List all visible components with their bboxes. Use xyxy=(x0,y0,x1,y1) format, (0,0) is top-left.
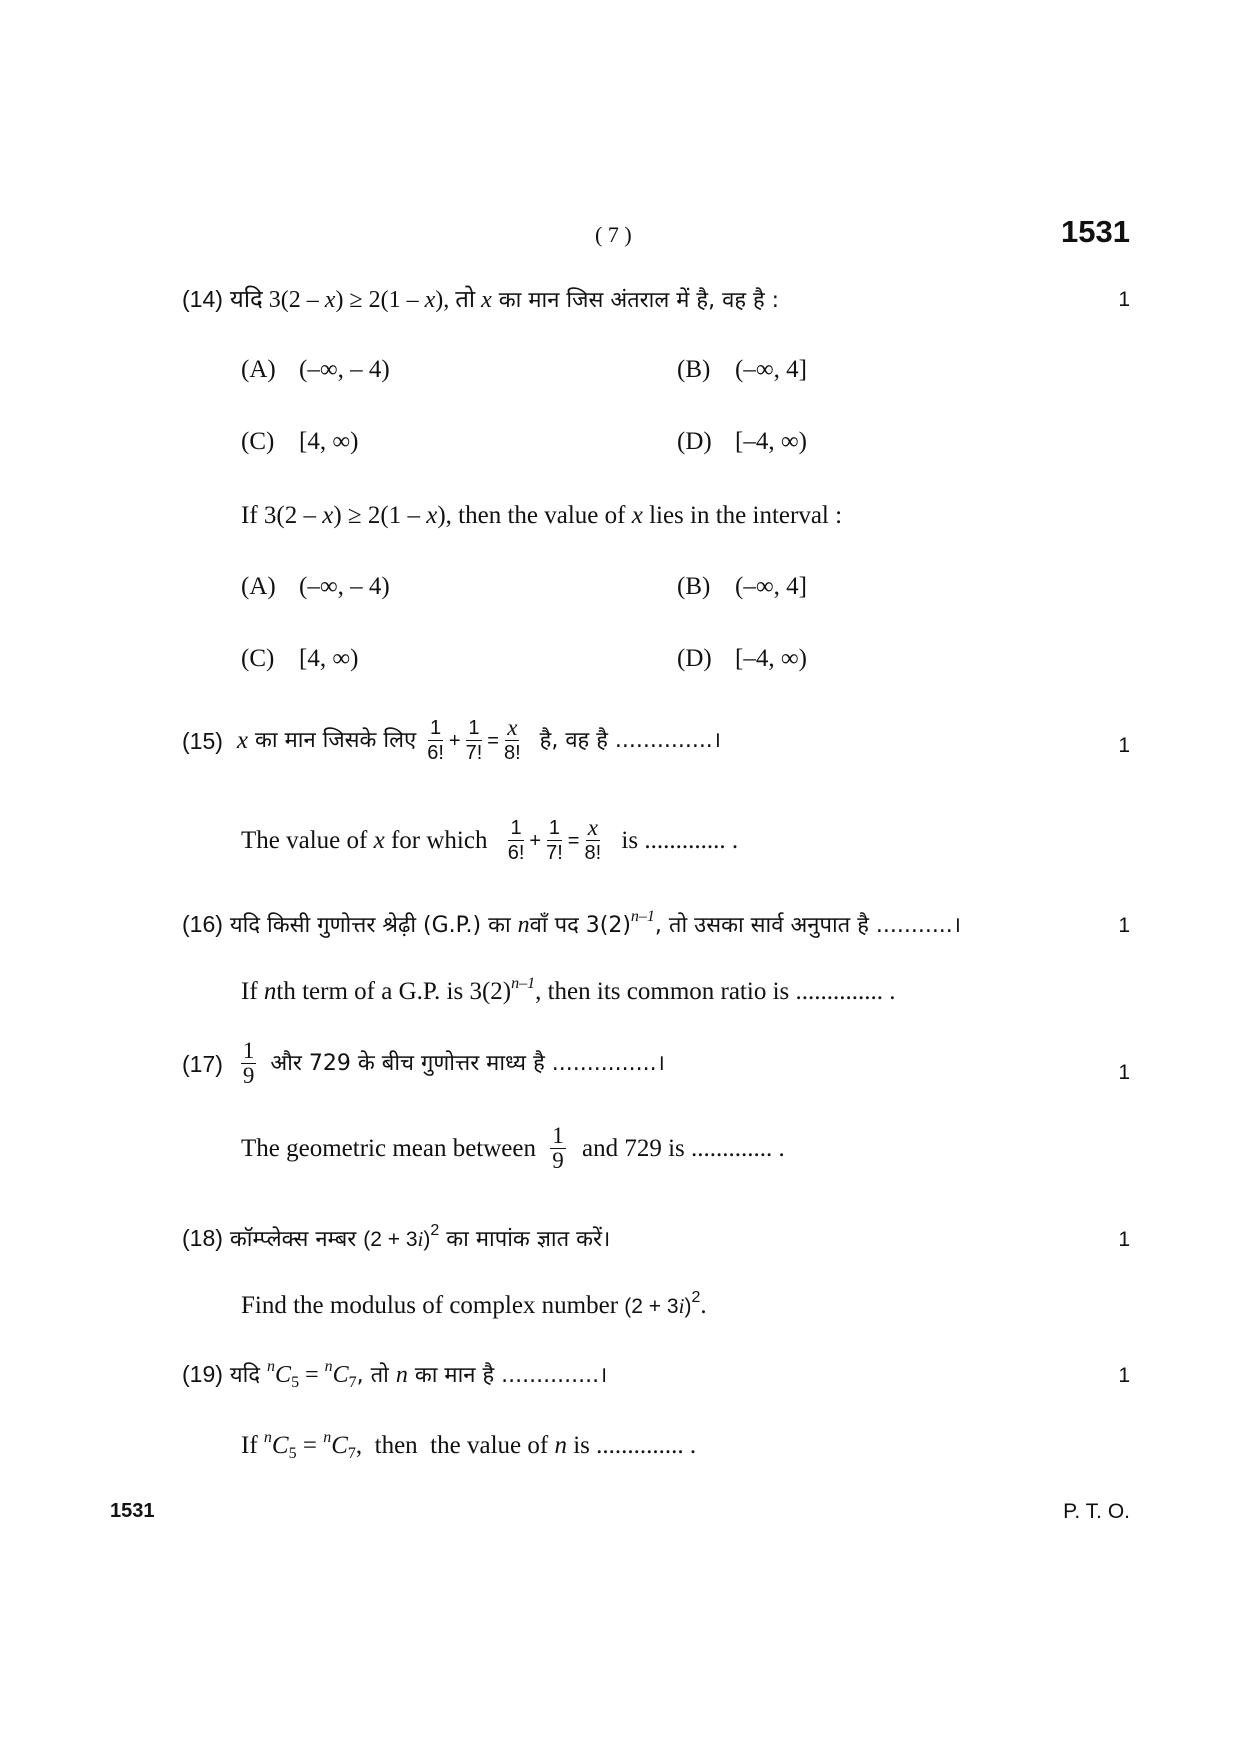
exponent: 2 xyxy=(430,1222,440,1239)
complex-expression xyxy=(624,1289,701,1318)
frac-den: 9 xyxy=(552,1148,564,1173)
q14-hindi xyxy=(182,283,779,317)
subscript: 5 xyxy=(288,1445,297,1462)
q14-hi-option-c xyxy=(241,428,358,456)
frac-num: x xyxy=(587,815,598,840)
var-x: x xyxy=(236,726,249,754)
q15-hi-suffix: है, वह है ..............। xyxy=(532,727,722,753)
q19-hi-suffix: का मान है ..............। xyxy=(407,1363,608,1388)
q14-en-option-c xyxy=(241,645,358,673)
var-x: x xyxy=(373,826,385,854)
option-label: (B) xyxy=(677,356,711,383)
q16-en-mid: th term of a G.P. is 3(2) xyxy=(276,978,512,1005)
q18-en-suffix: . xyxy=(700,1292,707,1319)
q19-hi-prefix: यदि xyxy=(229,1363,268,1388)
q17-hi-suffix: और 729 के बीच गुणोत्तर माध्य है ...............। xyxy=(270,1050,665,1076)
frac-num: 1 xyxy=(548,817,560,839)
expr-close: ) xyxy=(684,1295,692,1318)
q18-marks: 1 xyxy=(1118,1228,1130,1251)
paper-code-header: 1531 xyxy=(1061,214,1130,249)
q19-en-mid: , then the value of xyxy=(355,1432,555,1459)
q16-hi-prefix: यदि किसी गुणोत्तर श्रेढ़ी (G.P.) का xyxy=(229,913,518,938)
subscript: 7 xyxy=(347,1445,356,1462)
q14-en-mid1: ) ≥ 2(1 – xyxy=(333,502,427,529)
q16-number: (16) xyxy=(182,911,223,937)
frac-den: 6! xyxy=(507,842,525,864)
q19-en-prefix: If xyxy=(241,1432,264,1459)
option-label: (C) xyxy=(241,645,275,672)
q19-number: (19) xyxy=(182,1361,223,1387)
expr-close: ) xyxy=(423,1228,431,1251)
fraction-1-over-9 xyxy=(550,1124,566,1173)
q17-english xyxy=(241,1124,785,1173)
q18-hindi xyxy=(182,1222,610,1256)
q16-marks: 1 xyxy=(1118,914,1130,937)
var-n: n xyxy=(263,978,277,1005)
q16-hi-mid: वाँ पद 3(2) xyxy=(529,913,631,938)
plus-sign: + xyxy=(529,829,542,852)
option-label: (A) xyxy=(241,356,276,383)
option-value: [4, ∞) xyxy=(299,428,359,455)
frac-den: 8! xyxy=(503,742,521,764)
var-i: i xyxy=(678,1294,685,1318)
fraction-1-over-9 xyxy=(241,1039,257,1088)
q14-en-suffix: lies in the interval : xyxy=(642,502,843,529)
option-label: (B) xyxy=(677,573,711,600)
exponent: n–1 xyxy=(511,975,536,992)
subscript: 7 xyxy=(348,1374,357,1391)
paper-code-footer: 1531 xyxy=(110,1500,155,1522)
q14-en-option-a xyxy=(241,573,390,601)
combination-expression xyxy=(267,1358,357,1391)
q14-marks: 1 xyxy=(1118,288,1130,311)
exponent: 2 xyxy=(691,1289,701,1306)
q17-number: (17) xyxy=(182,1050,223,1077)
q19-english xyxy=(241,1430,696,1462)
q18-hi-suffix: का मापांक ज्ञात करें। xyxy=(439,1227,611,1252)
frac-den: 9 xyxy=(242,1063,255,1088)
q17-hindi xyxy=(182,1039,665,1088)
q15-number: (15) xyxy=(182,727,223,754)
q14-hi-prefix: यदि 3(2 – xyxy=(229,287,325,313)
var-n: n xyxy=(395,1362,408,1388)
q15-en-prefix: The value of xyxy=(241,826,374,854)
expr-open: (2 + 3 xyxy=(624,1295,679,1318)
q15-hi-mid: का मान जिसके लिए xyxy=(248,727,424,753)
q14-hi-option-b xyxy=(677,356,807,384)
q18-hi-prefix: कॉम्प्लेक्स नम्बर xyxy=(229,1227,364,1252)
var-n: n xyxy=(517,912,530,938)
frac-num: 1 xyxy=(242,1038,255,1063)
q17-en-suffix: and 729 is ............. . xyxy=(575,1134,785,1162)
q16-en-prefix: If xyxy=(241,978,264,1005)
option-label: (D) xyxy=(677,645,712,672)
q14-hi-mid1: ) ≥ 2(1 – xyxy=(335,287,425,313)
q19-marks: 1 xyxy=(1118,1364,1130,1387)
q15-en-suffix: is ............. . xyxy=(615,826,739,854)
option-value: (–∞, – 4) xyxy=(299,356,390,383)
q14-english xyxy=(241,500,842,532)
var-n: n xyxy=(263,1429,272,1446)
frac-num: 1 xyxy=(468,717,480,739)
q15-marks: 1 xyxy=(1118,734,1130,757)
q15-english xyxy=(241,816,738,865)
frac-den: 8! xyxy=(584,842,602,864)
q14-hi-option-a xyxy=(241,356,390,384)
equals-sign: = xyxy=(487,729,499,752)
fraction-1-over-6fact xyxy=(425,716,446,765)
page-number: ( 7 ) xyxy=(595,222,632,247)
var-c: C xyxy=(275,1362,292,1388)
plus-sign: + xyxy=(448,729,461,752)
var-x: x xyxy=(424,287,436,313)
q17-marks: 1 xyxy=(1118,1061,1130,1084)
q18-english xyxy=(241,1290,707,1323)
expr-open: (2 + 3 xyxy=(363,1228,418,1251)
option-label: (D) xyxy=(677,428,712,455)
q15-en-mid: for which xyxy=(384,826,494,854)
var-c: C xyxy=(331,1432,348,1459)
fraction-1-over-7fact xyxy=(464,716,485,765)
frac-num: 1 xyxy=(510,817,522,839)
fraction-1-over-6fact xyxy=(506,816,527,865)
subscript: 5 xyxy=(291,1374,300,1391)
var-n: n xyxy=(323,1429,332,1446)
fraction-x-over-8fact xyxy=(582,816,603,865)
fraction-1-over-7fact xyxy=(544,816,565,865)
var-x: x xyxy=(324,287,336,313)
q18-number: (18) xyxy=(182,1225,223,1251)
var-n: n xyxy=(554,1432,567,1459)
frac-num: x xyxy=(507,715,518,740)
frac-den: 6! xyxy=(427,742,444,764)
q16-hindi xyxy=(182,908,961,942)
var-x: x xyxy=(481,287,492,313)
q19-en-suffix: is .............. . xyxy=(566,1432,697,1459)
exponent: n–1 xyxy=(630,908,655,925)
complex-expression xyxy=(363,1222,440,1251)
var-i: i xyxy=(417,1227,424,1251)
q14-hi-mid2: ), तो xyxy=(435,287,482,313)
combination-expression xyxy=(263,1429,356,1462)
q17-en-prefix: The geometric mean between xyxy=(241,1134,543,1162)
option-value: (–∞, 4] xyxy=(735,356,807,383)
q14-hi-suffix: का मान जिस अंतराल में है, वह है : xyxy=(491,288,780,313)
frac-den: 7! xyxy=(465,742,483,764)
option-value: (–∞, – 4) xyxy=(299,573,390,600)
option-label: (A) xyxy=(241,573,276,600)
q16-english xyxy=(241,976,896,1008)
var-x: x xyxy=(631,502,643,529)
equals-sign: = xyxy=(296,1432,324,1459)
option-value: [4, ∞) xyxy=(299,645,359,672)
var-c: C xyxy=(332,1362,349,1388)
q19-hi-mid: , तो xyxy=(356,1363,396,1388)
option-value: [–4, ∞) xyxy=(735,645,807,672)
pto-label: P. T. O. xyxy=(1063,1500,1130,1523)
q14-number: (14) xyxy=(182,286,223,312)
option-value: (–∞, 4] xyxy=(735,573,807,600)
var-c: C xyxy=(271,1432,289,1459)
var-n: n xyxy=(267,1358,276,1375)
q18-en-prefix: Find the modulus of complex number xyxy=(241,1292,625,1319)
q19-hindi xyxy=(182,1358,607,1392)
frac-den: 7! xyxy=(546,842,563,864)
var-x: x xyxy=(426,502,438,529)
q15-hindi xyxy=(182,716,721,765)
q16-hi-suffix: , तो उसका सार्व अनुपात है ...........। xyxy=(654,913,962,938)
var-n: n xyxy=(324,1358,333,1375)
option-label: (C) xyxy=(241,428,275,455)
option-value: [–4, ∞) xyxy=(735,428,807,455)
var-x: x xyxy=(322,502,334,529)
frac-num: 1 xyxy=(430,717,442,739)
q14-hi-option-d xyxy=(677,428,807,456)
q14-en-prefix: If 3(2 – xyxy=(241,502,323,529)
frac-num: 1 xyxy=(552,1123,564,1148)
fraction-x-over-8fact xyxy=(502,716,523,765)
equals-sign: = xyxy=(567,829,580,852)
q16-en-suffix: , then its common ratio is .............. . xyxy=(535,978,896,1005)
q14-en-option-d xyxy=(677,645,807,673)
equals-sign: = xyxy=(299,1362,325,1388)
q14-en-mid2: ), then the value of xyxy=(437,502,632,529)
q14-en-option-b xyxy=(677,573,807,601)
